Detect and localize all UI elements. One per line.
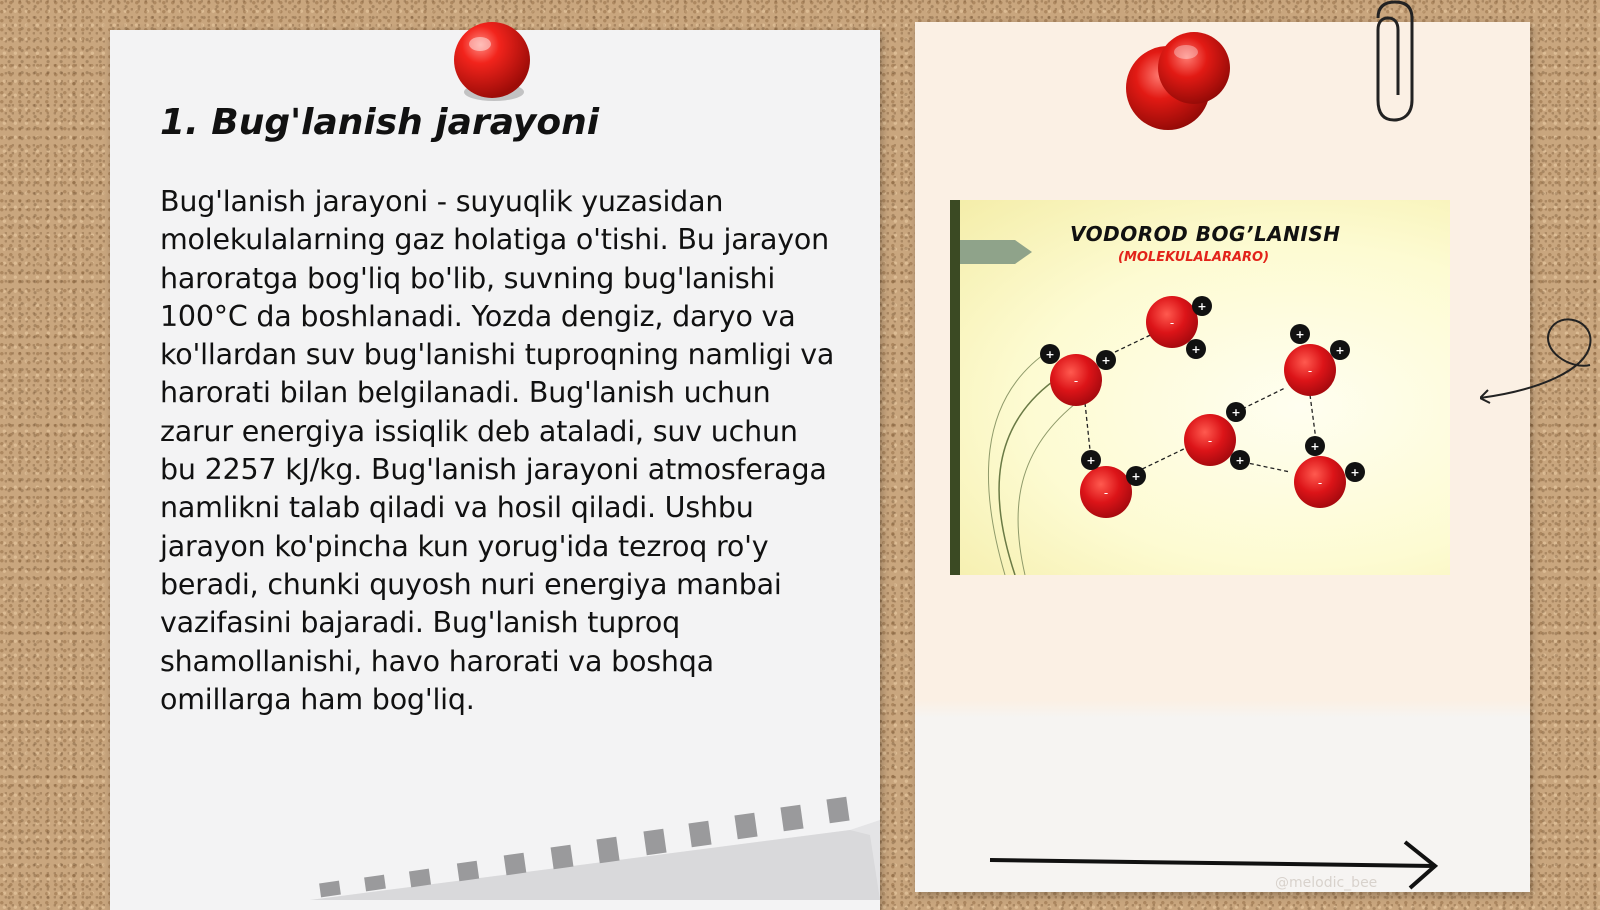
plus-sign: + [1235, 454, 1245, 467]
minus-sign: - [1169, 316, 1175, 330]
watermark: @melodic_bee [1275, 875, 1378, 891]
squiggle-arrow-icon [1480, 310, 1600, 410]
molecule [1284, 324, 1350, 396]
molecule [1040, 344, 1116, 406]
plus-sign: + [1045, 348, 1055, 361]
torn-paper-edge [110, 790, 880, 900]
plus-sign: + [1131, 470, 1141, 483]
plus-sign: + [1231, 406, 1241, 419]
plus-sign: + [1295, 328, 1305, 341]
hydrogen-bond-image [950, 200, 1450, 575]
arrow-right-icon [980, 830, 1450, 890]
plus-sign: + [1197, 300, 1207, 313]
molecule [1080, 450, 1146, 518]
minus-sign: - [1207, 434, 1213, 448]
plus-sign: + [1191, 343, 1201, 356]
minus-sign: - [1307, 364, 1313, 378]
pushpin-icon [1120, 30, 1235, 135]
paperclip-icon [1370, 0, 1420, 125]
body-paragraph: Bug'lanish jarayoni - suyuqlik yuzasidan molekulalarning gaz holatiga o'tishi. Bu jarayon haroratga bog'liq bo'lib, suvning bug'lanishi 100°C da boshlanadi. Yozda dengiz, daryo va ko'llardan suv bug'lanishi tuproqning namligi va harorati bilan belgilanadi. Bug'lanish uchun zarur energiya issiqlik deb ataladi, suv uchun bu 2257 kJ/kg. Bug'lanish jarayoni atmosferaga namlikni talab qiladi va hosil qiladi. Ushbu jarayon ko'pincha kun yorug'ida tezroq ro'y beradi, chunki quyosh nuri energiya manbai vazifasini bajaradi. Bug'lanish tuproq shamollanishi, havo harorati va boshqa omillarga ham bog'liq. [160, 185, 835, 716]
image-subtitle: (MOLEKULALARARO) [1118, 250, 1270, 265]
pushpin-icon [452, 20, 532, 105]
minus-sign: - [1073, 374, 1079, 388]
plus-sign: + [1350, 466, 1360, 479]
page-title: 1. Bug'lanish jarayoni [160, 102, 600, 143]
molecule [1146, 296, 1212, 359]
plus-sign: + [1335, 344, 1345, 357]
molecule [1294, 436, 1365, 508]
minus-sign: - [1317, 476, 1323, 490]
molecule [1184, 402, 1250, 470]
water-molecules-diagram [950, 200, 1450, 575]
minus-sign: - [1103, 486, 1109, 500]
plus-sign: + [1310, 440, 1320, 453]
plus-sign: + [1086, 454, 1096, 467]
image-title: VODOROD BOG’LANISH [1070, 222, 1341, 246]
plus-sign: + [1101, 354, 1111, 367]
